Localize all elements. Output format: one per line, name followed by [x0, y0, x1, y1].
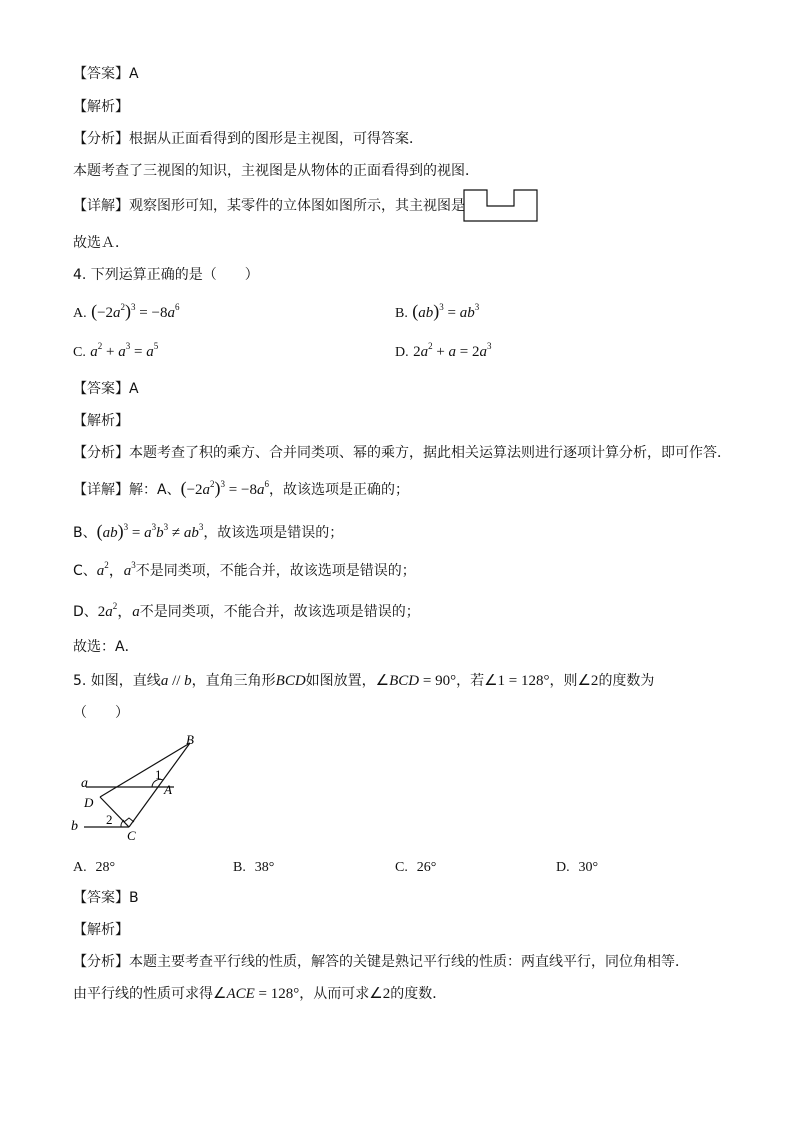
analysis-tag: 【分析】	[73, 954, 129, 970]
q5-paren: （ ）	[73, 705, 129, 721]
q3-answer-line	[73, 64, 139, 84]
q4-conclusion: 故选：A．	[73, 639, 139, 655]
detail-tag: 【详解】	[73, 198, 129, 214]
q4-analysis-heading: 【解析】	[73, 413, 129, 429]
q5-option-a: A. 28°	[73, 860, 116, 875]
label-c-point: C	[127, 828, 136, 842]
q4-answer-line	[73, 379, 139, 399]
detail-text: 观察图形可知，某零件的立体图如图所示，其主视图是	[129, 198, 465, 214]
angle-2-arc	[121, 820, 124, 827]
option-expr: $(-2a^2)^3 = -8a^6$	[91, 301, 180, 321]
analysis-text: 根据从正面看得到的图形是主视图，可得答案．	[129, 131, 423, 147]
parallel-lines-figure	[66, 730, 216, 842]
analysis-tag: 【分析】	[73, 131, 129, 147]
segment-dc	[100, 797, 129, 827]
q4-detail-c: C、$a^2$，$a^3$不是同类项，不能合并，故该选项是错误的；	[73, 560, 416, 579]
label-a-point: A	[164, 782, 172, 797]
option-expr: $2a^2 + a = 2a^3$	[413, 341, 492, 360]
analysis-tag: 【分析】	[73, 445, 129, 461]
q4-stem: 4. 下列运算正确的是（ ）	[73, 267, 259, 283]
q3-analysis-line	[73, 129, 423, 149]
label-d-point: D	[84, 795, 94, 810]
q4-detail-d: D、$2a^2$，a不是同类项，不能合并，故该选项是错误的；	[73, 601, 420, 620]
analysis-text: 本题考查了积的乘方、合并同类项、幂的乘方，据此相关运算法则进行逐项计算分析，即可作答．	[129, 445, 731, 461]
detail-a-expr: $(-2a^2)^3 = -8a^6$	[180, 478, 269, 498]
q3-analysis-heading: 【解析】	[73, 99, 129, 115]
q4-option-a	[73, 301, 179, 324]
q4-detail-a: 【详解】解：A、$(-2a^2)^3 = -8a^6$，故该选项是正确的；	[73, 478, 409, 498]
answer-value: B	[129, 890, 139, 906]
label-angle-1: 1	[155, 767, 162, 782]
q3-knowledge-line: 本题考查了三视图的知识，主视图是从物体的正面看得到的视图．	[73, 163, 479, 179]
q5-analysis-line	[73, 952, 689, 972]
option-expr: $(ab)^3 = ab^3$	[412, 301, 480, 321]
q4-analysis-line	[73, 443, 731, 463]
q4-detail-b: B、$(ab)^3 = a^3b^3 \ne ab^3$，故该选项是错误的；	[73, 521, 344, 541]
segment-bd	[100, 743, 190, 797]
analysis-text: 本题主要考查平行线的性质，解答的关键是熟记平行线的性质：两直线平行，同位角相等．	[129, 954, 689, 970]
right-angle-mark	[124, 818, 134, 822]
label-line-a: a	[81, 776, 88, 791]
q5-option-c: C. 26°	[395, 860, 437, 875]
q3-detail-line	[73, 196, 465, 216]
label-angle-2: 2	[106, 812, 113, 827]
answer-tag: 【答案】	[73, 890, 129, 906]
q5-last-line: 由平行线的性质可求得∠ACE = 128°，从而可求∠2的度数．	[73, 986, 447, 1002]
answer-value: A	[129, 66, 139, 82]
detail-tag: 【详解】	[73, 482, 129, 498]
answer-tag: 【答案】	[73, 381, 129, 397]
option-expr: $a^2 + a^3 = a^5$	[90, 341, 159, 360]
answer-value: A	[129, 381, 139, 397]
option-label: C.	[73, 345, 86, 360]
option-label: B.	[395, 306, 408, 321]
detail-d-expr: $2a^2$，a	[97, 601, 140, 620]
option-label: D.	[395, 345, 409, 360]
q5-option-b: B. 38°	[233, 860, 275, 875]
q5-answer-line	[73, 888, 139, 908]
label-line-b: b	[71, 819, 78, 834]
detail-b-expr: $(ab)^3 = a^3b^3 \ne ab^3$	[96, 521, 204, 541]
q4-option-c	[73, 342, 158, 363]
q4-option-b	[395, 301, 479, 324]
label-b-point: B	[186, 732, 194, 747]
front-view-figure	[463, 189, 539, 223]
q5-analysis-heading: 【解析】	[73, 922, 129, 938]
q5-option-d: D. 30°	[556, 860, 599, 875]
q3-conclusion: 故选Ａ．	[73, 235, 129, 251]
q4-option-d	[395, 342, 492, 363]
q5-stem: 5. 如图，直线a // b，直角三角形BCD如图放置，∠BCD = 90°，若∠1 = 128°，则∠2的度数为	[73, 673, 655, 689]
detail-c-expr: $a^2$，$a^3$	[96, 560, 136, 579]
option-label: A.	[73, 306, 87, 321]
answer-tag: 【答案】	[73, 66, 129, 82]
